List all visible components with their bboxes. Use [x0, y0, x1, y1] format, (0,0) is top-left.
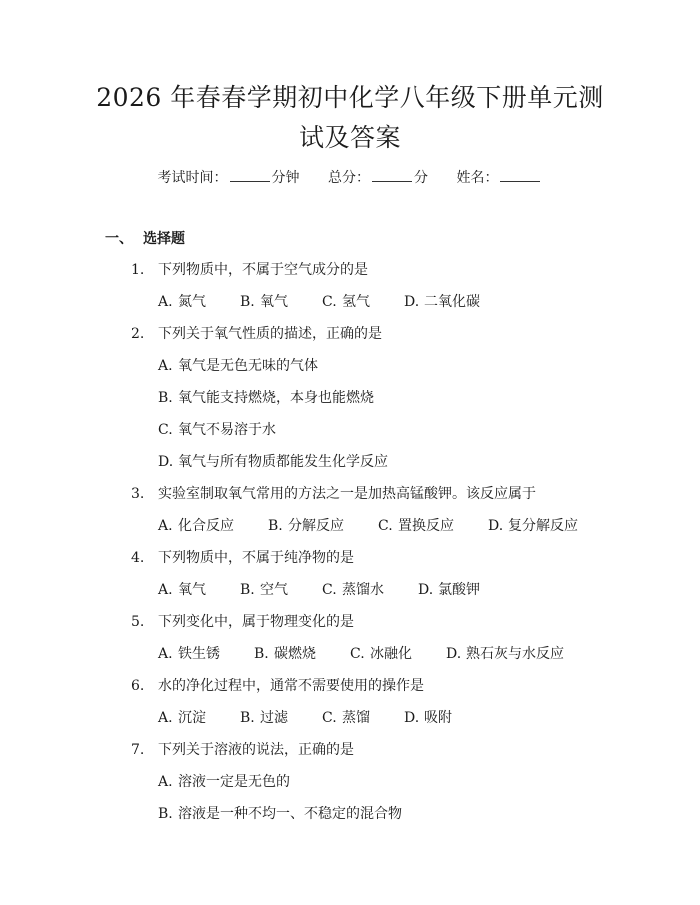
score-label: 总分：	[328, 170, 370, 186]
option-c: C. 冰融化	[350, 646, 412, 662]
time-field	[158, 168, 300, 188]
option-a: A. 溶液一定是无色的	[158, 774, 290, 790]
option-c: C. 蒸馏	[322, 710, 370, 726]
question-3	[131, 484, 536, 504]
question-4	[131, 548, 354, 568]
question-6	[131, 676, 424, 696]
option-a: A. 氮气	[158, 294, 206, 310]
question-number: 4.	[131, 550, 145, 566]
question-text: 实验室制取氧气常用的方法之一是加热高锰酸钾。该反应属于	[158, 486, 536, 502]
question-5	[131, 612, 354, 632]
name-blank	[500, 169, 540, 182]
time-label: 考试时间：	[157, 170, 228, 186]
option-b: B. 碳燃烧	[254, 646, 316, 662]
question-7	[131, 740, 354, 760]
section-number: 一、	[105, 231, 133, 247]
question-text: 下列物质中，不属于纯净物的是	[158, 550, 354, 566]
exam-title-line2: 试及答案	[298, 123, 401, 152]
option-b: B. 分解反应	[268, 518, 344, 534]
question-text: 下列变化中，属于物理变化的是	[158, 614, 354, 630]
question-number: 2.	[131, 326, 145, 342]
section-title: 选择题	[143, 231, 185, 247]
question-text: 下列关于氧气性质的描述，正确的是	[158, 326, 382, 342]
option-c: C. 氧气不易溶于水	[158, 422, 276, 438]
score-unit: 分	[414, 170, 428, 186]
question-number: 1.	[131, 262, 145, 278]
question-1	[131, 260, 368, 280]
option-b: B. 溶液是一种不均一、不稳定的混合物	[158, 806, 402, 822]
option-d: D. 吸附	[404, 710, 452, 726]
question-6-options	[158, 708, 452, 728]
option-a: A. 沉淀	[158, 710, 206, 726]
option-c: C. 置换反应	[378, 518, 454, 534]
question-5-options	[158, 644, 564, 664]
question-text: 水的净化过程中，通常不需要使用的操作是	[158, 678, 424, 694]
option-d: D. 氯酸钾	[418, 582, 480, 598]
question-text: 下列物质中，不属于空气成分的是	[158, 262, 368, 278]
question-number: 7.	[131, 742, 145, 758]
option-b: B. 空气	[240, 582, 288, 598]
name-label: 姓名：	[456, 170, 499, 186]
option-d: D. 氧气与所有物质都能发生化学反应	[158, 454, 388, 470]
question-1-options	[158, 292, 480, 312]
score-blank	[372, 169, 412, 182]
option-a: A. 化合反应	[158, 518, 234, 534]
option-d: D. 复分解反应	[488, 518, 578, 534]
name-field	[456, 168, 542, 188]
question-number: 5.	[131, 614, 145, 630]
option-b: B. 过滤	[240, 710, 288, 726]
exam-meta	[0, 168, 700, 188]
option-b: B. 氧气	[240, 294, 288, 310]
question-4-options	[158, 580, 480, 600]
option-a: A. 铁生锈	[158, 646, 220, 662]
question-text: 下列关于溶液的说法，正确的是	[158, 742, 354, 758]
section-heading	[105, 229, 185, 249]
question-2	[131, 324, 382, 344]
question-3-options	[158, 516, 578, 536]
time-unit: 分钟	[271, 170, 300, 186]
score-field	[328, 168, 428, 188]
option-d: D. 熟石灰与水反应	[446, 646, 564, 662]
option-a: A. 氧气是无色无味的气体	[158, 358, 318, 374]
option-c: C. 蒸馏水	[322, 582, 384, 598]
option-c: C. 氢气	[322, 294, 370, 310]
question-number: 3.	[131, 486, 145, 502]
exam-title-line1: 2026 年春春学期初中化学八年级下册单元测	[96, 83, 604, 112]
option-a: A. 氧气	[158, 582, 206, 598]
time-blank	[230, 169, 270, 182]
option-d: D. 二氧化碳	[404, 294, 480, 310]
question-number: 6.	[131, 678, 145, 694]
option-b: B. 氧气能支持燃烧，本身也能燃烧	[158, 390, 374, 406]
